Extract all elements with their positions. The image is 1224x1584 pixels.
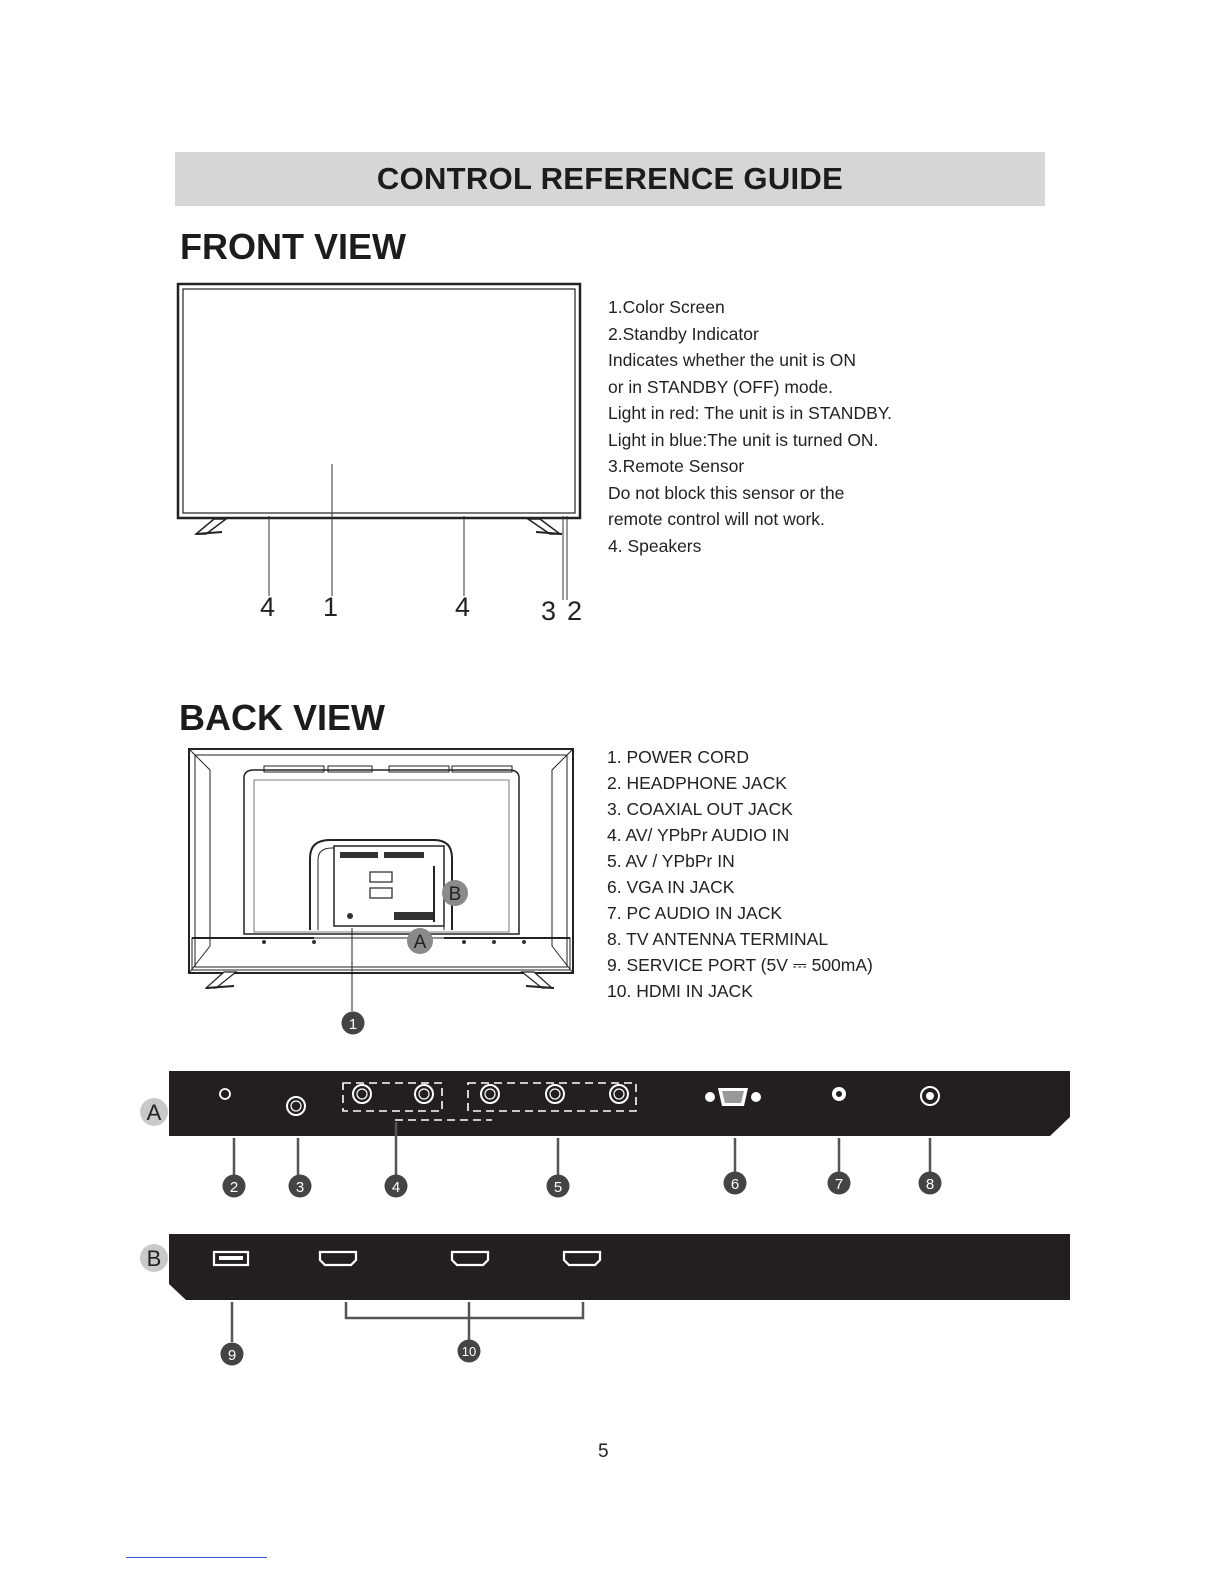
back-desc-line: 8. TV ANTENNA TERMINAL	[607, 929, 829, 949]
callout-speaker-right: 4	[455, 592, 471, 622]
back-desc-line: 1. POWER CORD	[607, 747, 749, 767]
back-desc-line: 3. COAXIAL OUT JACK	[607, 799, 793, 819]
callout-service-port: 9	[227, 1347, 237, 1364]
front-desc-line: Indicates whether the unit is ON	[608, 350, 857, 370]
back-marker-b: B	[448, 884, 462, 905]
front-desc-line: 3.Remote Sensor	[608, 456, 745, 476]
callout-coaxial: 3	[295, 1179, 305, 1196]
back-desc-line: 9. SERVICE PORT (5V ⎓ 500mA)	[607, 955, 873, 975]
callout-speaker-left: 4	[260, 592, 276, 622]
front-view-description	[608, 294, 892, 559]
callout-power-cord: 1	[348, 1016, 358, 1033]
back-view-description	[607, 744, 873, 1004]
callout-hdmi: 10	[461, 1344, 477, 1359]
back-desc-line: 6. VGA IN JACK	[607, 877, 735, 897]
callout-screen: 1	[323, 592, 339, 622]
front-desc-line: Light in blue:The unit is turned ON.	[608, 429, 879, 450]
front-desc-line: 4. Speakers	[608, 535, 702, 556]
callout-vga: 6	[730, 1176, 740, 1193]
guide-title-banner	[175, 152, 1045, 206]
back-view-heading: BACK VIEW	[179, 697, 385, 738]
panel-a-diagram	[130, 1060, 1080, 1210]
back-desc-line: 4. AV/ YPbPr AUDIO IN	[607, 825, 790, 845]
front-desc-line: Do not block this sensor or the	[608, 482, 845, 503]
callout-antenna: 8	[925, 1176, 935, 1193]
front-desc-line: remote control will not work.	[608, 509, 825, 529]
front-view-heading: FRONT VIEW	[180, 226, 406, 267]
front-desc-line: 1.Color Screen	[608, 297, 725, 317]
back-marker-a: A	[413, 932, 427, 953]
panel-b-label: B	[146, 1246, 162, 1271]
back-desc-line: 10. HDMI IN JACK	[607, 981, 753, 1001]
front-desc-line: 2.Standby Indicator	[608, 323, 759, 344]
back-desc-line: 2. HEADPHONE JACK	[607, 773, 787, 793]
callout-pc-audio: 7	[834, 1176, 844, 1193]
callout-standby-indicator: 2	[567, 596, 583, 626]
tv-back-icon	[184, 746, 584, 1042]
page-number: 5	[598, 1441, 609, 1462]
back-desc-line: 7. PC AUDIO IN JACK	[607, 903, 783, 923]
callout-headphone: 2	[229, 1179, 239, 1196]
back-desc-line: 5. AV / YPbPr IN	[607, 851, 735, 871]
page-title: CONTROL REFERENCE GUIDE	[376, 161, 844, 196]
panel-b-diagram	[130, 1228, 1080, 1374]
audio-jack-icon	[832, 1087, 846, 1101]
callout-remote-sensor: 3	[541, 596, 557, 626]
callout-av-ypbpr: 5	[553, 1179, 563, 1196]
panel-a-label: A	[146, 1100, 162, 1125]
callout-av-audio: 4	[391, 1179, 401, 1196]
footer-link-underline	[126, 1557, 267, 1558]
front-desc-line: Light in red: The unit is in STANDBY.	[608, 403, 893, 423]
front-desc-line: or in STANDBY (OFF) mode.	[608, 376, 833, 397]
tv-front-icon	[170, 278, 600, 634]
